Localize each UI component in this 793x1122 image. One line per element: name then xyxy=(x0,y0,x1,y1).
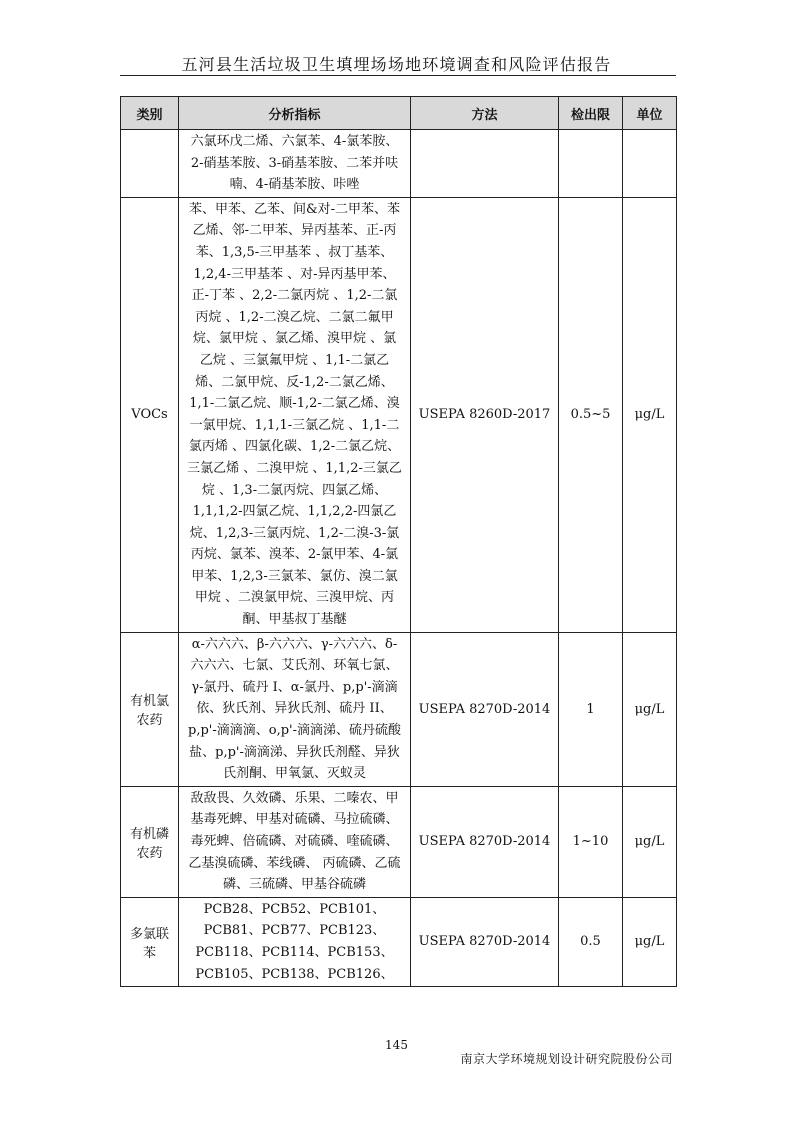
column-header-limit: 检出限 xyxy=(559,97,623,130)
indicators-cell: 苯、甲苯、乙苯、间&对-二甲苯、苯乙烯、邻-二甲苯、异丙基苯、正-丙苯、1,3,5-三甲基苯 、叔丁基苯、1,2,4-三甲基苯 、对-异丙基甲苯、正-丁苯 、2,2-二氯丙烷 、1,2-二氯丙烷 、1,2-二溴乙烷、二氯二氟甲烷、氯甲烷 、氯乙烯、溴甲烷 、氯乙烷 、三氯氟甲烷 、1,1-二氯乙烯、二氯甲烷、反-1,2-二氯乙烯、1,1-二氯乙烷、顺-1,2-二氯乙烯、溴一氯甲烷、1,1,1-三氯乙烷 、1,1-二氯丙烯 、四氯化碳、1,2-二氯乙烷、三氯乙烯 、二溴甲烷 、1,1,2-三氯乙烷 、1,3-二氯丙烷、四氯乙烯、1,1,1,2-四氯乙烷、1,1,2,2-四氯乙烷、1,2,3-三氯丙烷、1,2-二溴-3-氯丙烷、氯苯、溴苯、2-氯甲苯、4-氯甲苯、1,2,3-三氯苯、氯仿、溴二氯甲烷 、二溴氯甲烷、三溴甲烷、丙酮、甲基叔丁基醚 xyxy=(179,197,411,632)
method-cell: USEPA 8270D-2014 xyxy=(411,786,559,897)
column-header-category: 类别 xyxy=(121,97,179,130)
header-divider xyxy=(120,75,676,76)
unit-cell xyxy=(623,130,677,198)
column-header-indicators: 分析指标 xyxy=(179,97,411,130)
limit-cell xyxy=(559,130,623,198)
table-row xyxy=(121,632,677,786)
analysis-indicator-table xyxy=(120,96,677,987)
method-cell: USEPA 8270D-2014 xyxy=(411,897,559,986)
unit-cell: μg/L xyxy=(623,197,677,632)
indicators-cell: 六氯环戊二烯、六氯苯、4-氯苯胺、2-硝基苯胺、3-硝基苯胺、二苯并呋喃、4-硝基苯胺、咔唑 xyxy=(179,130,411,198)
method-cell xyxy=(411,130,559,198)
method-cell: USEPA 8260D-2017 xyxy=(411,197,559,632)
page-number: 145 xyxy=(385,1038,408,1052)
table-row xyxy=(121,130,677,198)
unit-cell: μg/L xyxy=(623,897,677,986)
category-cell: 有机氯农药 xyxy=(121,632,179,786)
indicators-cell: 敌敌畏、久效磷、乐果、二嗪农、甲基毒死蜱、甲基对硫磷、马拉硫磷、毒死蜱、倍硫磷、对硫磷、喹硫磷、乙基溴硫磷、苯线磷、 丙硫磷、乙硫磷、三硫磷、甲基谷硫磷 xyxy=(179,786,411,897)
limit-cell: 1 xyxy=(559,632,623,786)
table-row xyxy=(121,786,677,897)
unit-cell: μg/L xyxy=(623,786,677,897)
table-row xyxy=(121,197,677,632)
column-header-unit: 单位 xyxy=(623,97,677,130)
limit-cell: 0.5 xyxy=(559,897,623,986)
table-row xyxy=(121,897,677,986)
footer-organization: 南京大学环境规划设计研究院股份公司 xyxy=(460,1052,673,1066)
column-header-method: 方法 xyxy=(411,97,559,130)
category-cell: 多氯联苯 xyxy=(121,897,179,986)
limit-cell: 1~10 xyxy=(559,786,623,897)
indicators-cell: α-六六六、β-六六六、γ-六六六、δ-六六六、七氯、艾氏剂、环氧七氯、γ-氯丹、硫丹 I、α-氯丹、p,p'-滴滴依、狄氏剂、异狄氏剂、硫丹 II、p,p'-滴滴滴、o,p'-滴滴涕、硫丹硫酸盐、p,p'-滴滴涕、异狄氏剂醛、异狄氏剂酮、甲氧氯、灭蚁灵 xyxy=(179,632,411,786)
table-header-row xyxy=(121,97,677,130)
unit-cell: μg/L xyxy=(623,632,677,786)
category-cell: 有机磷农药 xyxy=(121,786,179,897)
indicators-cell: PCB28、PCB52、PCB101、PCB81、PCB77、PCB123、PCB118、PCB114、PCB153、PCB105、PCB138、PCB126、 xyxy=(179,897,411,986)
page-header-title: 五河县生活垃圾卫生填埋场场地环境调查和风险评估报告 xyxy=(181,55,612,74)
method-cell: USEPA 8270D-2014 xyxy=(411,632,559,786)
category-cell: VOCs xyxy=(121,197,179,632)
category-cell xyxy=(121,130,179,198)
limit-cell: 0.5~5 xyxy=(559,197,623,632)
